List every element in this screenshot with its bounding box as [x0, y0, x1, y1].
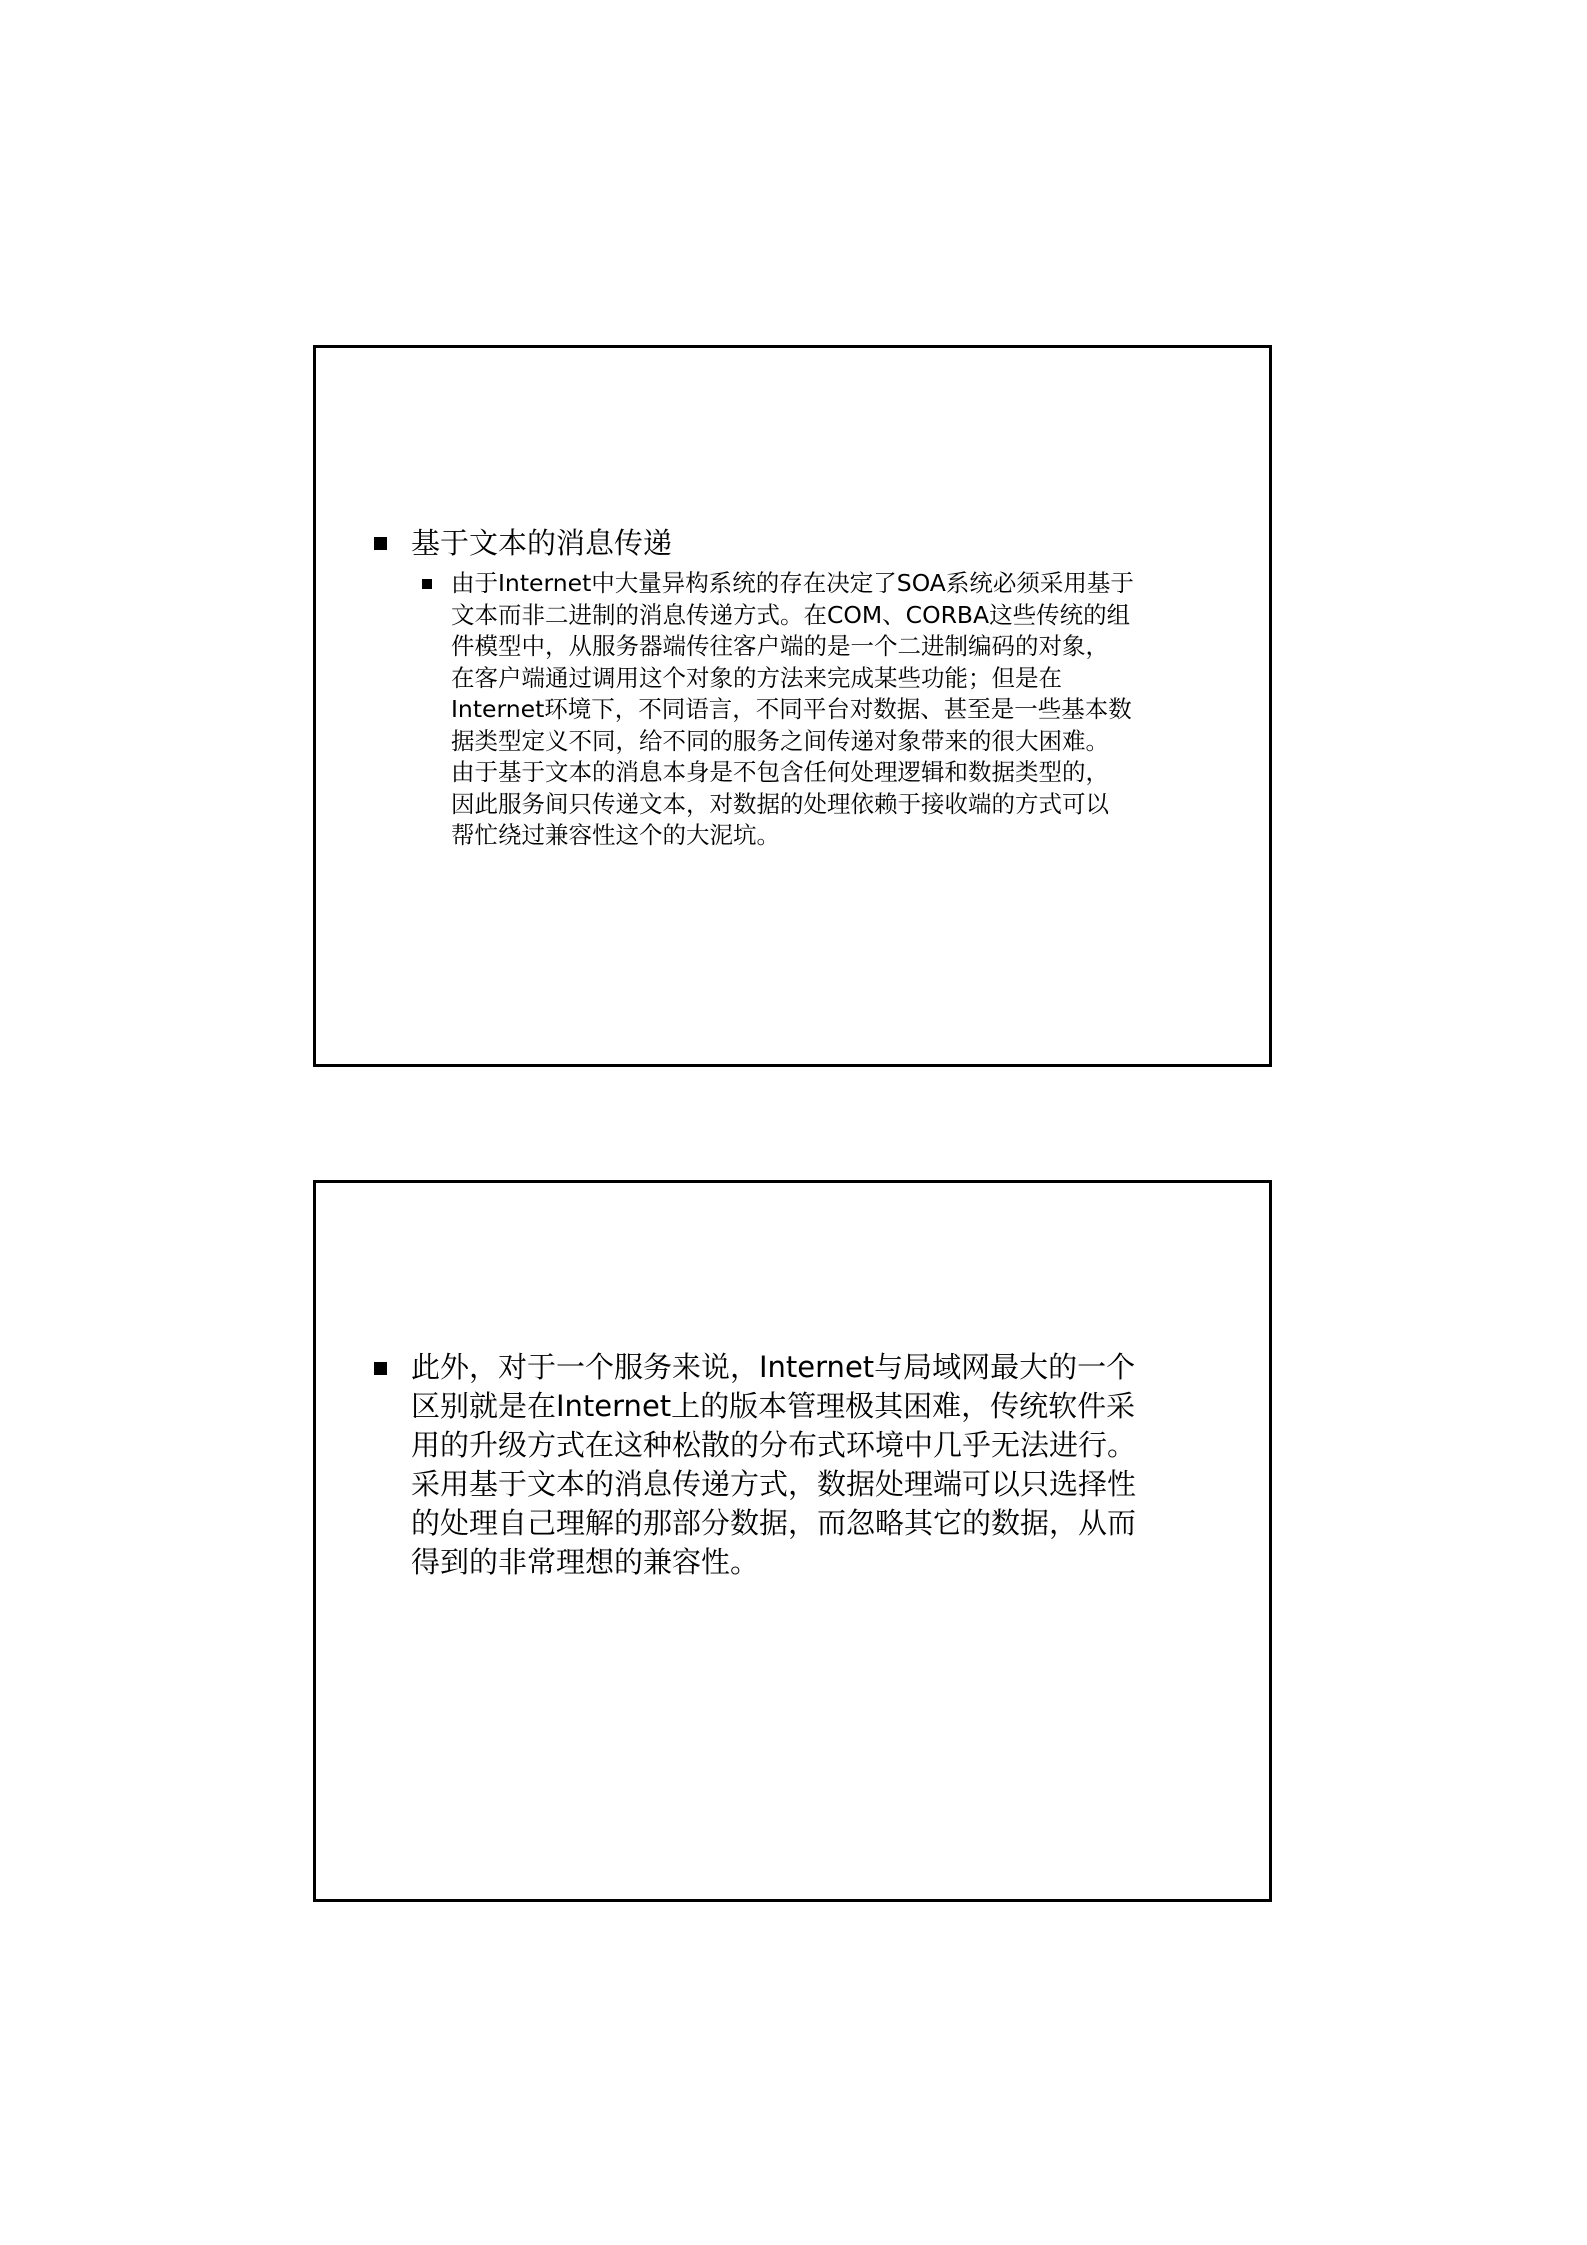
- bullet-text: 此外，对于一个服务来说，Internet与局域网最大的一个 区别就是在Internet上的版本管理极其困难，传统软件采 用的升级方式在这种松散的分布式环境中几乎无法进行。 采用基于文本的消息传递方式，数据处理端可以只选择性 的处理自己理解的那部分数据，而忽略其它的数据，从而 得到的非常理想的兼容性。: [411, 1350, 1137, 1579]
- square-bullet-icon: [374, 537, 387, 550]
- sub-bullet-text: 由于Internet中大量异构系统的存在决定了SOA系统必须采用基于 文本而非二进制的消息传递方式。在COM、CORBA这些传统的组 件模型中，从服务器端传往客户端的是一个二进制编码的对象， 在客户端通过调用这个对象的方法来完成某些功能；但是在 Internet环境下，不同语言，不同平台对数据、甚至是一些基本数 据类型定义不同，给不同的服务之间传递对象带来的很大困难。 由于基于文本的消息本身是不包含任何处理逻辑和数据类型的， 因此服务间只传递文本，对数据的处理依赖于接收端的方式可以 帮忙绕过兼容性这个的大泥坑。: [451, 569, 1134, 849]
- bullet-paragraph: [374, 1348, 1136, 1582]
- slide-1: [313, 345, 1272, 1067]
- square-bullet-icon: [422, 579, 432, 589]
- bullet-heading: [374, 523, 672, 563]
- sub-bullet: [422, 568, 1134, 852]
- slide-2: [313, 1180, 1272, 1902]
- bullet-text: 基于文本的消息传递: [411, 526, 673, 560]
- square-bullet-icon: [374, 1362, 387, 1375]
